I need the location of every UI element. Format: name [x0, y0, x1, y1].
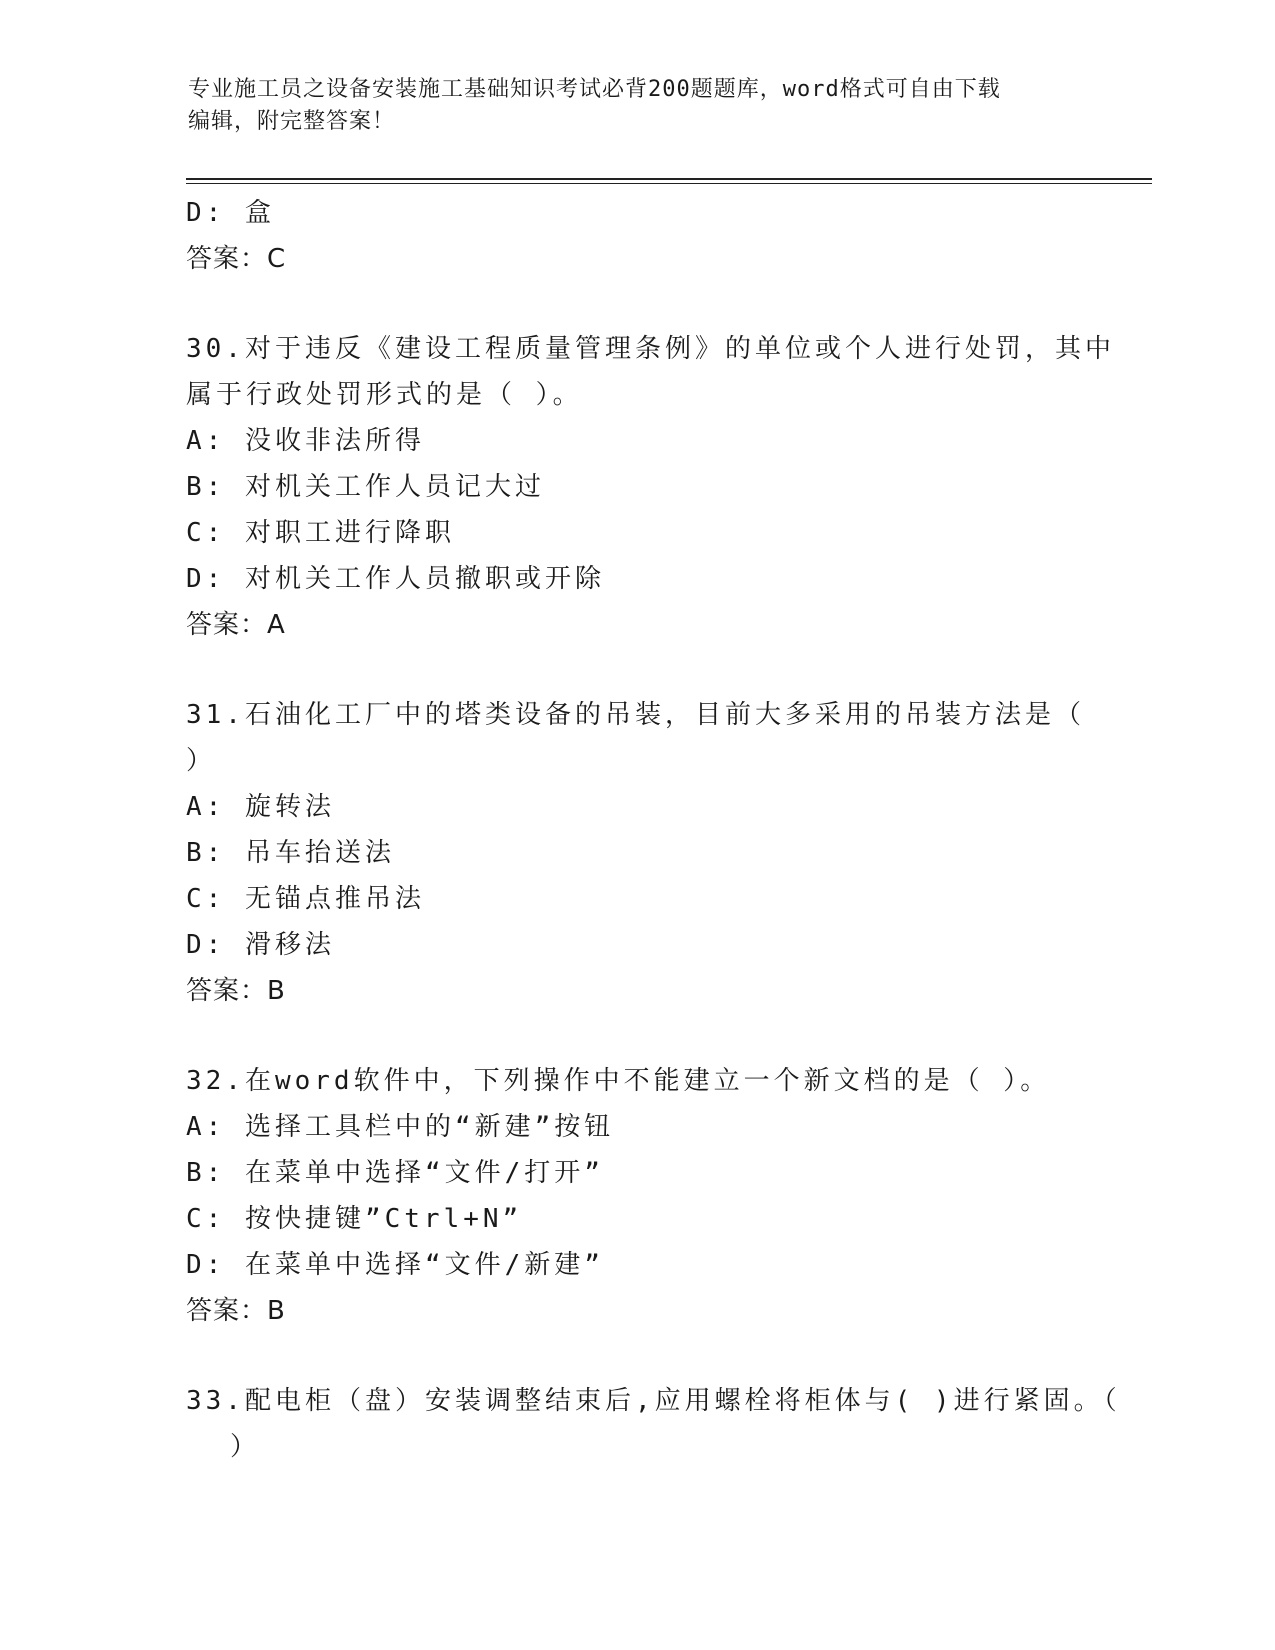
option-d: D: 对机关工作人员撤职或开除	[186, 564, 605, 594]
document-header	[188, 74, 1088, 138]
header-divider-thick	[186, 178, 1152, 180]
header-title-line-1: 专业施工员之设备安装施工基础知识考试必背200题题库，word格式可自由下载	[188, 77, 1001, 102]
question-text-continued: ）	[186, 746, 217, 776]
question-text: 30.对于违反《建设工程质量管理条例》的单位或个人进行处罚，其中	[186, 334, 1115, 364]
header-divider-thin	[186, 183, 1152, 184]
question-29-tail	[186, 190, 1086, 282]
question-text-continued: ）	[230, 1432, 261, 1462]
header-title-line-2: 编辑，附完整答案！	[188, 109, 396, 134]
spacer	[186, 1334, 1086, 1378]
option-d: D: 在菜单中选择“文件/新建”	[186, 1250, 604, 1280]
question-list	[186, 190, 1121, 1470]
answer-line: 答案：B	[186, 1296, 286, 1326]
answer-line: 答案：C	[186, 244, 287, 274]
spacer	[186, 282, 1086, 326]
option-b: B: 对机关工作人员记大过	[186, 472, 545, 502]
option-a: A: 旋转法	[186, 792, 335, 822]
question-32	[186, 1058, 1086, 1334]
option-c: C: 按快捷键”Ctrl+N”	[186, 1204, 523, 1234]
option-b: B: 在菜单中选择“文件/打开”	[186, 1158, 604, 1188]
question-text: 31.石油化工厂中的塔类设备的吊装，目前大多采用的吊装方法是（	[186, 700, 1085, 730]
option-a: A: 没收非法所得	[186, 426, 425, 456]
spacer	[186, 648, 1086, 692]
option-d: D: 盒	[186, 198, 275, 228]
option-c: C: 无锚点推吊法	[186, 884, 425, 914]
option-b: B: 吊车抬送法	[186, 838, 395, 868]
option-d: D: 滑移法	[186, 930, 335, 960]
option-a: A: 选择工具栏中的“新建”按钮	[186, 1112, 615, 1142]
question-30	[186, 326, 1115, 648]
question-text: 33.配电柜（盘）安装调整结束后,应用螺栓将柜体与( )进行紧固。（	[186, 1386, 1121, 1416]
answer-line: 答案：B	[186, 976, 286, 1006]
spacer	[186, 1014, 1086, 1058]
question-text-continued: 属于行政处罚形式的是（ ）。	[186, 380, 583, 410]
option-c: C: 对职工进行降职	[186, 518, 455, 548]
question-text: 32.在word软件中，下列操作中不能建立一个新文档的是（ ）。	[186, 1066, 1051, 1096]
answer-line: 答案：A	[186, 610, 286, 640]
question-31	[186, 692, 1086, 1014]
question-33	[186, 1378, 1121, 1470]
